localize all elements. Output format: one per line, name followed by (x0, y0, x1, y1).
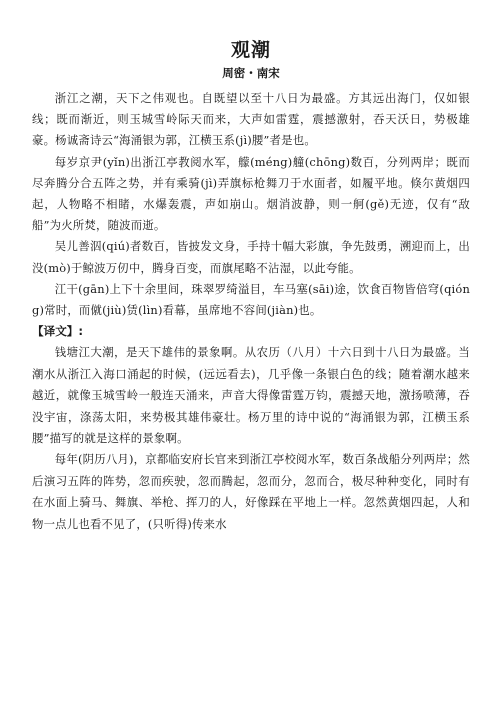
translation-paragraph-2: 每年(阴历八月)，京都临安府长官来到浙江亭校阅水军，数百条战船分列两岸；然后演习五阵的阵势，忽而疾驶，忽而腾起，忽而分，忽而合，极尽种种变化，同时有在水面上骑马、舞旗、举枪、挥刀的人，好像踩在平地上一样。忽然黄烟四起，人和物一点儿也看不见了，(只听得)传来水 (32, 452, 470, 531)
paragraph-3: 吴儿善泅(qiú)者数百，皆披发文身，手持十幅大彩旗，争先鼓勇，溯迎而上，出没(mò)于鲸波万仞中，腾身百变，而旗尾略不沾湿，以此夸能。 (32, 239, 470, 275)
paragraph-1: 浙江之潮，天下之伟观也。自既望以至十八日为最盛。方其远出海门，仅如银线；既而渐近，则玉城雪岭际天而来，大声如雷霆，震撼激射，吞天沃日，势极雄豪。杨诚斋诗云“海涌银为郭，江横玉系(jì)腰”者是也。 (32, 91, 470, 148)
translation-paragraph-1: 钱塘江大潮，是天下雄伟的景象啊。从农历（八月）十六日到十八日为最盛。当潮水从浙江入海口涌起的时候，(远远看去)，几乎像一条银白色的线；随着潮水越来越近，就像玉城雪岭一般连天涌来，声音大得像雷霆万钧，震撼天地，激扬喷薄，吞没宇宙，涤荡太阳，来势极其雄伟豪壮。杨万里的诗中说的“海涌银为郭，江横玉系腰”描写的就是这样的景象啊。 (32, 345, 470, 446)
author-line: 周密・南宋 (222, 66, 280, 80)
page-title: 观潮 (230, 39, 271, 61)
translation-text (32, 342, 470, 535)
paragraph-4: 江干(gān)上下十余里间，珠翠罗绮溢目，车马塞(sāi)途，饮食百物皆倍穹(qióng)常时，而僦(jiù)赁(lìn)看幕，虽席地不容间(jiàn)也。 (32, 281, 470, 318)
paragraph-2: 每岁京尹(yǐn)出浙江亭教阅水军，艨(méng)艟(chōng)数百，分列两岸；既而尽奔腾分合五阵之势，并有乘骑(jì)弄旗标枪舞刀于水面者，如履平地。倏尔黄烟四起，人物略不相睹，水爆轰震，声如崩山。烟消波静，则一舸(gě)无迹，仅有“敌船”为火所焚，随波而逝。 (32, 154, 470, 233)
original-text (32, 88, 470, 321)
translation-heading: 【译文】: (32, 324, 84, 339)
